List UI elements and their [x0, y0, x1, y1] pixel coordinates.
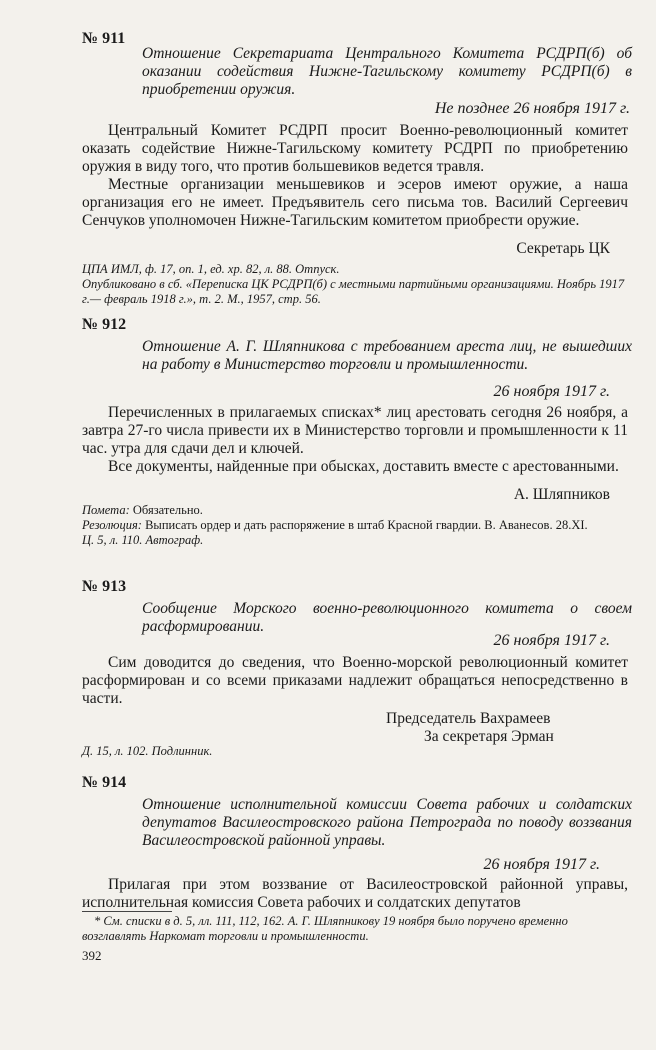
document-title: Отношение А. Г. Шляпникова с требованием ареста лиц, не вышедших на работу в Министерство торговли и промышленности. — [142, 338, 632, 373]
document-number: № 914 — [82, 774, 127, 791]
signature-chairman: Председатель Вахрамеев — [386, 710, 551, 727]
note-line: Резолюция: Выписать ордер и дать распоряжение в штаб Красной гвардии. В. Аванесов. 28.XI. — [82, 518, 588, 532]
archive-reference — [82, 744, 632, 759]
footnote: * См. списки в д. 5, лл. 111, 112, 162. А. Г. Шляпникову 19 ноября было поручено временно возглавлять Наркомат торговли и промышленности. — [82, 914, 568, 943]
document-title: Отношение исполнительной комиссии Совета рабочих и солдатских депутатов Василеостровского района Петрограда по поводу воззвания Василеостровской районной управы. — [142, 796, 632, 849]
document-date: 26 ноября 1917 г. — [493, 383, 610, 400]
archive-line: Д. 15, л. 102. Подлинник. — [82, 744, 213, 758]
paragraph: Все документы, найденные при обысках, доставить вместе с арестованными. — [108, 458, 619, 475]
archive-line: Опубликовано в сб. «Переписка ЦК РСДРП(б) с местными партийными организациями. Ноябрь 1917 г.— февраль 1918 г.», т. 2. М., 1957, стр. 56. — [82, 277, 625, 306]
archive-reference — [82, 262, 632, 307]
document-body — [82, 122, 628, 230]
signature: Секретарь ЦК — [516, 240, 610, 257]
document-title: Отношение Секретариата Центрального Комитета РСДРП(б) об оказании содействия Нижне-Тагильскому комитету РСДРП(б) в приобретении оружия. — [142, 45, 632, 98]
document-title: Сообщение Морского военно-революционного комитета о своем расформировании. — [142, 600, 632, 635]
document-body — [82, 876, 628, 912]
document-date: 26 ноября 1917 г. — [483, 856, 600, 873]
note-line: Помета: Обязательно. — [82, 503, 203, 517]
archive-line: Ц. 5, л. 110. Автограф. — [82, 533, 204, 547]
paragraph: Перечисленных в прилагаемых списках* лиц арестовать сегодня 26 ноября, а завтра 27-го числа привести их в Министерство торговли и промышленности к 11 час. утра для сдачи дел и ключей. — [82, 404, 628, 457]
paragraph: Центральный Комитет РСДРП просит Военно-революционный комитет оказать содействие Нижне-Тагильскому комитету РСДРП по приобретению оружия в виду того, что против большевиков ведется травля. — [82, 122, 628, 175]
archive-line: ЦПА ИМЛ, ф. 17, оп. 1, ед. хр. 82, л. 88. Отпуск. — [82, 262, 340, 276]
notes — [82, 503, 632, 548]
document-number: № 912 — [82, 316, 127, 333]
paragraph: Местные организации меньшевиков и эсеров имеют оружие, а наша организация его не имеет. Предъявитель сего письма тов. Василий Сергеевич Сенчуков уполномочен Нижне-Тагильским комитетом приобрести оружие. — [82, 176, 628, 229]
document-number: № 911 — [82, 30, 126, 47]
signature: А. Шляпников — [513, 486, 610, 503]
paragraph: Прилагая при этом воззвание от Василеостровской районной управы, исполнительная комиссия Совета рабочих и солдатских депутатов — [82, 876, 628, 911]
signature-secretary: За секретаря Эрман — [424, 728, 554, 745]
page-number: 392 — [82, 948, 102, 963]
document-date: Не позднее 26 ноября 1917 г. — [434, 100, 630, 117]
paragraph: Сим доводится до сведения, что Военно-морской революционный комитет расформирован и со всеми приказами надлежит обращаться непосредственно в части. — [82, 654, 628, 707]
document-date: 26 ноября 1917 г. — [493, 632, 610, 649]
footnote-divider — [82, 911, 172, 912]
document-number: № 913 — [82, 578, 127, 595]
document-body — [82, 654, 628, 708]
document-body — [82, 404, 628, 476]
